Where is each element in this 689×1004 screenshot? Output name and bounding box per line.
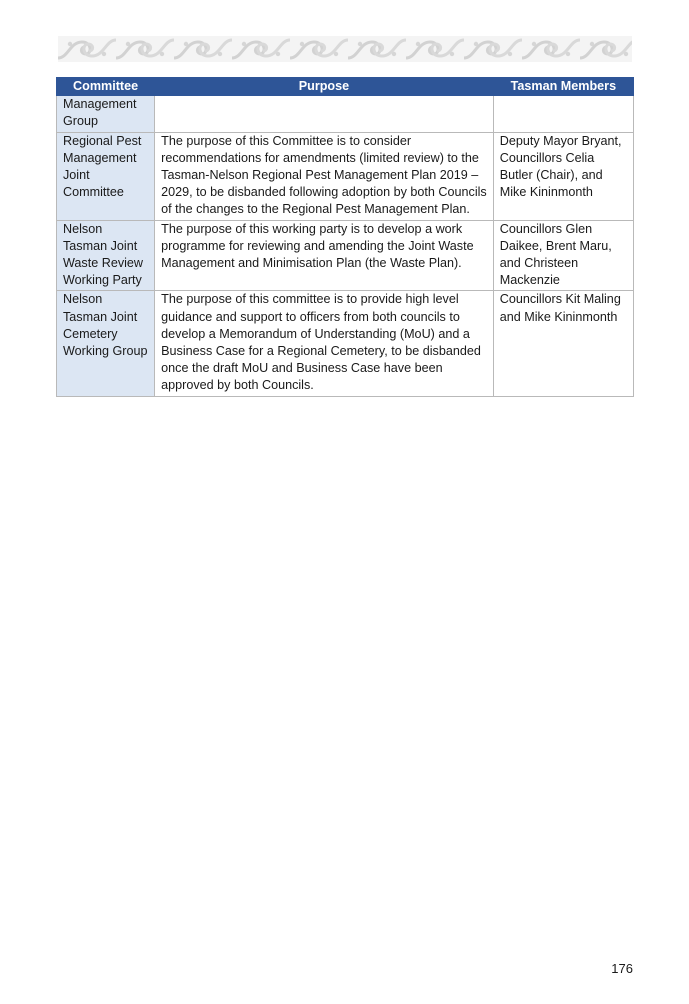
committee-cell: Nelson Tasman Joint Waste Review Working Party	[57, 220, 155, 291]
committee-cell: Nelson Tasman Joint Cemetery Working Group	[57, 291, 155, 396]
purpose-cell: The purpose of this working party is to develop a work programme for reviewing and amending the Joint Waste Management and Minimisation Plan (the Waste Plan).	[155, 220, 494, 291]
page-number: 176	[611, 961, 633, 976]
table-row	[57, 132, 634, 220]
members-cell: Councillors Glen Daikee, Brent Maru, and Christeen Mackenzie	[493, 220, 633, 291]
column-header-purpose: Purpose	[155, 78, 494, 96]
column-header-tasman-members: Tasman Members	[493, 78, 633, 96]
decorative-banner-icon	[58, 36, 632, 62]
committee-cell: Regional Pest Management Joint Committee	[57, 132, 155, 220]
table-header-row	[57, 78, 634, 96]
committees-table	[56, 77, 634, 397]
committee-cell: Management Group	[57, 96, 155, 132]
members-cell	[493, 96, 633, 132]
table-row	[57, 96, 634, 132]
table-row	[57, 220, 634, 291]
purpose-cell: The purpose of this Committee is to consider recommendations for amendments (limited review) to the Tasman-Nelson Regional Pest Management Plan 2019 – 2029, to be disbanded following adoption by both Councils of the changes to the Regional Pest Management Plan.	[155, 132, 494, 220]
members-cell: Councillors Kit Maling and Mike Kininmonth	[493, 291, 633, 396]
purpose-cell: The purpose of this committee is to provide high level guidance and support to officers from both councils to develop a Memorandum of Understanding (MoU) and a Business Case for a Regional Cemetery, to be disbanded once the draft MoU and Business Case have been approved by both Councils.	[155, 291, 494, 396]
purpose-cell	[155, 96, 494, 132]
members-cell: Deputy Mayor Bryant, Councillors Celia Butler (Chair), and Mike Kininmonth	[493, 132, 633, 220]
column-header-committee: Committee	[57, 78, 155, 96]
table-row	[57, 291, 634, 396]
